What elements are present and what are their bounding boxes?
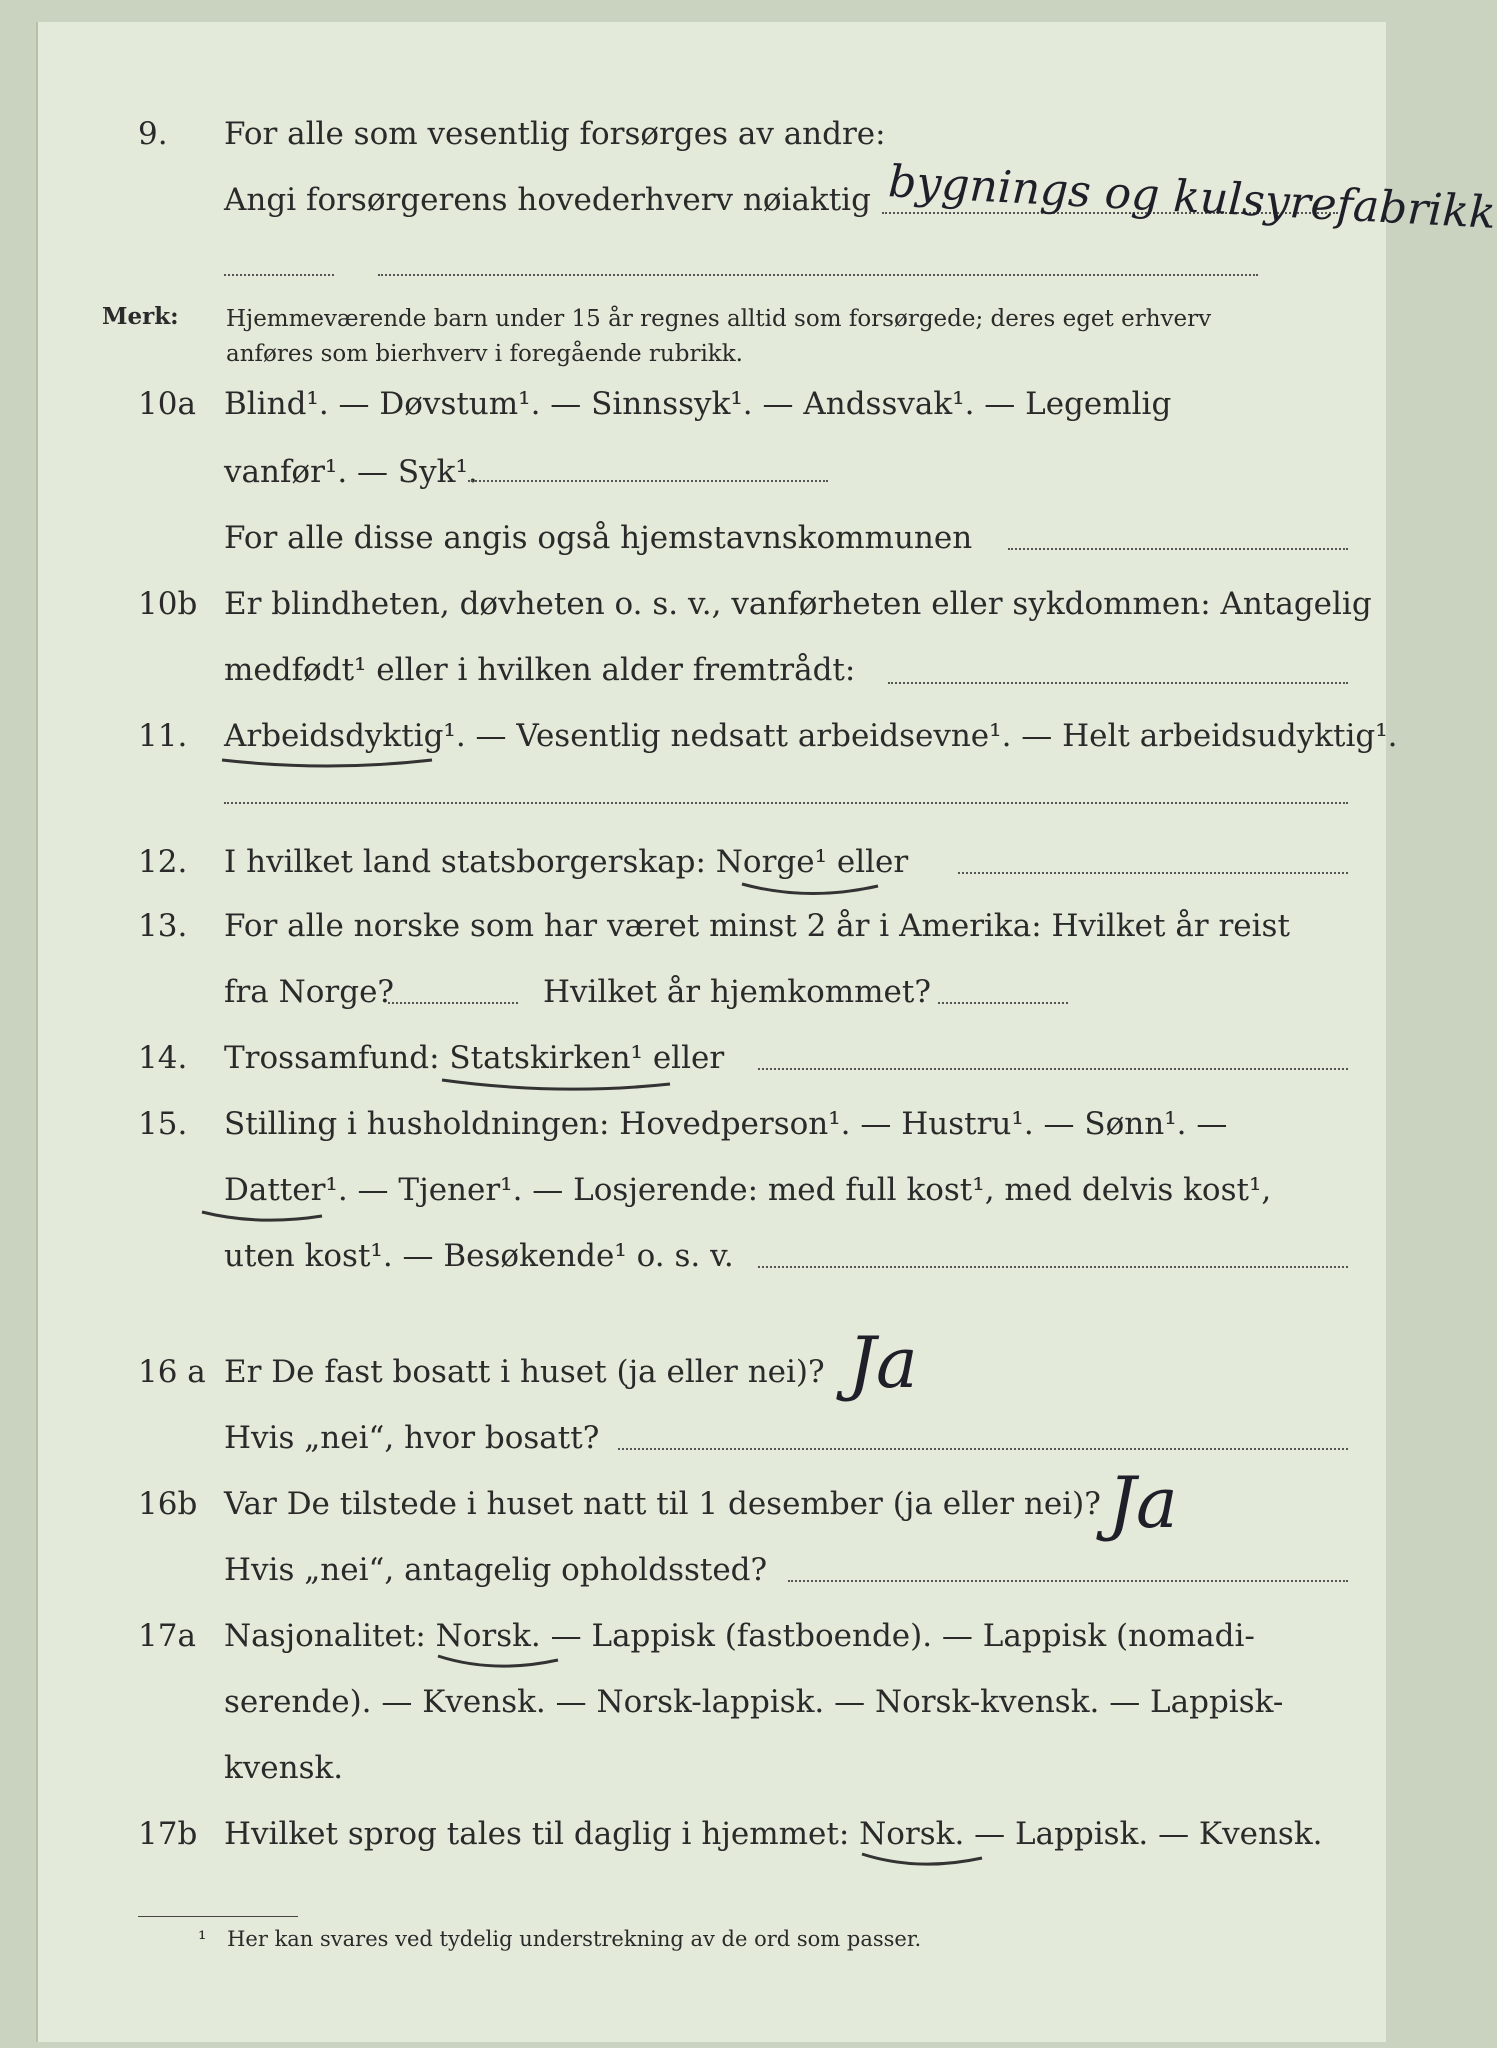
q12-line1: I hvilket land statsborgerskap: Norge¹ eller [224, 844, 909, 880]
q17a-number: 17a [138, 1618, 196, 1654]
merk-label: Merk: [102, 303, 179, 330]
q9-line2: Angi forsørgerens hovederhverv nøiaktig [224, 182, 871, 218]
q17b-number: 17b [138, 1816, 198, 1852]
merk-line2: anføres som bierhverv i foregående rubrikk. [226, 341, 743, 367]
q10b-line2: medfødt¹ eller i hvilken alder fremtrådt: [224, 652, 856, 688]
q9-answer-line-2a [224, 274, 334, 276]
census-form-page [36, 22, 1497, 2042]
q13-line2: fra Norge? [224, 974, 395, 1010]
q9-handwritten-answer: bygnings og kulsyrefabrikk [887, 156, 1497, 239]
q10a-line3: For alle disse angis også hjemstavnskommunen [224, 520, 973, 556]
q10b-answer-line [888, 682, 1348, 684]
q16b-line1: Var De tilstede i huset natt til 1 desember (ja eller nei)? [224, 1486, 1101, 1522]
q17a-line1: Nasjonalitet: Norsk. — Lappisk (fastboende). — Lappisk (nomadi- [224, 1618, 1255, 1654]
q11-number: 11. [138, 718, 188, 754]
q16b-answer-line [788, 1580, 1348, 1582]
q16a-number: 16 a [138, 1354, 206, 1390]
q17a-line2: serende). — Kvensk. — Norsk-lappisk. — Norsk-kvensk. — Lappisk- [224, 1684, 1284, 1720]
q17a-line3: kvensk. [224, 1750, 344, 1786]
q15-line1: Stilling i husholdningen: Hovedperson¹. — Hustru¹. — Sønn¹. — [224, 1106, 1228, 1142]
q13-year-returned-line [938, 1002, 1068, 1004]
q16b-handwritten-answer: Ja [1108, 1462, 1178, 1544]
q14-answer-line [758, 1068, 1348, 1070]
q12-answer-line [958, 872, 1348, 874]
footnote-text: Her kan svares ved tydelig understrekning av de ord som passer. [227, 1927, 922, 1951]
q11-line1: Arbeidsdyktig¹. — Vesentlig nedsatt arbeidsevne¹. — Helt arbeidsudyktig¹. [224, 718, 1398, 754]
merk-line1: Hjemmeværende barn under 15 år regnes alltid som forsørgede; deres eget erhverv [226, 306, 1212, 332]
q15-line3: uten kost¹. — Besøkende¹ o. s. v. [224, 1238, 734, 1274]
q15-number: 15. [138, 1106, 188, 1142]
footnote [198, 1927, 921, 1951]
q9-line1: For alle som vesentlig forsørges av andre: [224, 116, 886, 152]
q13-number: 13. [138, 908, 188, 944]
q10b-line1: Er blindheten, døvheten o. s. v., vanførheten eller sykdommen: Antagelig [224, 586, 1372, 622]
q15-line2: Datter¹. — Tjener¹. — Losjerende: med full kost¹, med delvis kost¹, [224, 1172, 1272, 1208]
q14-line1: Trossamfund: Statskirken¹ eller [224, 1040, 725, 1076]
q14-number: 14. [138, 1040, 188, 1076]
q10a-line1: Blind¹. — Døvstum¹. — Sinnssyk¹. — Andssvak¹. — Legemlig [224, 386, 1172, 422]
q13-line2b: Hvilket år hjemkommet? [543, 974, 931, 1010]
q10a-number: 10a [138, 386, 196, 422]
q10a-answer-line [468, 480, 828, 482]
q10b-number: 10b [138, 586, 198, 622]
q13-year-left-line [388, 1002, 518, 1004]
q17b-line1: Hvilket sprog tales til daglig i hjemmet: Norsk. — Lappisk. — Kvensk. [224, 1816, 1323, 1852]
q9-answer-line-2b [378, 274, 1258, 276]
q9-number: 9. [138, 116, 168, 152]
footnote-divider [138, 1916, 298, 1917]
q11-answer-line [224, 802, 1348, 804]
q15-answer-line [758, 1266, 1348, 1268]
q16a-handwritten-answer: Ja [848, 1322, 918, 1404]
footnote-mark: ¹ [198, 1927, 207, 1951]
q16a-answer-line [618, 1448, 1348, 1450]
q16b-number: 16b [138, 1486, 198, 1522]
q12-number: 12. [138, 844, 188, 880]
q13-line1: For alle norske som har været minst 2 år i Amerika: Hvilket år reist [224, 908, 1290, 944]
q10a-home-line [1008, 548, 1348, 550]
q16b-line2: Hvis „nei“, antagelig opholdssted? [224, 1552, 768, 1588]
q16a-line1: Er De fast bosatt i huset (ja eller nei)? [224, 1354, 825, 1390]
q16a-line2: Hvis „nei“, hvor bosatt? [224, 1420, 600, 1456]
q10a-line2: vanfør¹. — Syk¹. [224, 454, 478, 490]
